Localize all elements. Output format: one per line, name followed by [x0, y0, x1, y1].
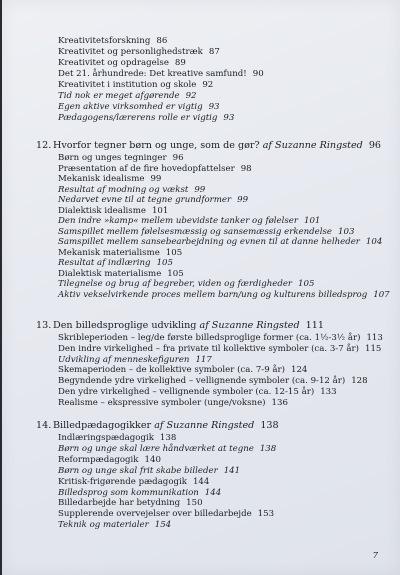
toc-entry-page: 93 [223, 113, 235, 123]
section-author: af Suzanne Ringsted [262, 140, 363, 151]
toc-entry-page: 87 [208, 47, 220, 57]
toc-entry-page: 141 [223, 465, 241, 476]
toc-entry-page: 92 [202, 80, 214, 90]
toc-entry-title: Mekanisk materialisme [58, 247, 160, 258]
toc-entry-page: 101 [303, 216, 321, 226]
toc-entry-title: Realisme – ekspressive symboler (unge/voksne) [58, 397, 266, 408]
section-page: 111 [305, 320, 324, 331]
toc-entry [58, 269, 184, 279]
toc-entry-page: 105 [156, 258, 173, 268]
toc-entry-page: 117 [195, 354, 212, 365]
section-heading [53, 420, 279, 432]
toc-entry-page: 113 [366, 333, 383, 343]
toc-entry-title: Kreativitet og personlighedstræk [58, 47, 203, 57]
toc-entry-page: 140 [144, 454, 161, 465]
toc-entry [58, 216, 320, 226]
toc-entry [58, 444, 276, 454]
toc-entry [58, 206, 168, 216]
section-heading [53, 140, 381, 152]
toc-entry-page: 99 [150, 174, 162, 184]
toc-entry-title: Nedarvet evne til at tegne grundformer [58, 195, 232, 205]
toc-entry-title: Børn og unges tegninger [58, 153, 167, 163]
toc-entry-page: 98 [240, 163, 252, 174]
toc-entry-page: 105 [165, 247, 183, 258]
toc-entry [58, 279, 314, 289]
toc-entry-title: Begyndende ydre virkelighed – vellignende symboler (ca. 9-12 år) [58, 376, 346, 387]
toc-entry-page: 136 [271, 397, 288, 408]
toc-entry [58, 102, 220, 112]
toc-entry-page: 115 [365, 343, 382, 354]
toc-entry-title: Børn og unge skal frit skabe billeder [58, 465, 218, 476]
toc-entry-title: Tilegnelse og brug af begreber, viden og færdigheder [58, 279, 293, 289]
toc-entry-page: 105 [167, 268, 184, 279]
book-page [2, 0, 400, 575]
toc-entry-page: 105 [298, 279, 315, 289]
toc-entry-title: Skribleperioden – leg/de første billedsproglige former (ca. 1½-3½ år) [58, 333, 361, 343]
toc-entry [58, 509, 274, 519]
toc-entry-title: Dialektisk idealisme [58, 205, 146, 216]
toc-entry-page: 150 [186, 498, 203, 509]
page-number: 7 [372, 551, 378, 561]
toc-entry-title: Resultat af modning og vækst [58, 184, 189, 195]
toc-entry [58, 69, 264, 79]
section-number: 12. [36, 140, 52, 151]
toc-entry-title: Skemaperioden – de kollektive symboler (ca. 7-9 år) [58, 365, 285, 376]
toc-entry-page: 89 [174, 58, 186, 68]
toc-entry-title: Mekanisk idealisme [58, 174, 145, 184]
toc-entry-page: 138 [259, 443, 277, 454]
toc-entry [58, 333, 383, 343]
toc-entry [58, 195, 248, 205]
toc-entry-title: Resultat af indlæring [58, 258, 151, 268]
toc-entry [58, 80, 213, 90]
toc-entry-page: 99 [194, 184, 206, 195]
toc-entry-title: Egen aktive virksomhed er vigtig [58, 102, 203, 112]
toc-entry-title: Samspillet mellem sansebearbejdning og evnen til at danne helheder [58, 237, 360, 247]
toc-entry [58, 466, 240, 476]
section-number: 14. [36, 420, 52, 431]
section-author: af Suzanne Ringsted [154, 420, 255, 431]
toc-entry-title: Præsentation af de fire hovedopfattelser [58, 163, 235, 174]
toc-entry-title: Supplerende overvejelser over billedarbejde [58, 509, 252, 520]
toc-entry [58, 520, 171, 530]
toc-entry [58, 344, 381, 354]
toc-entry-page: 93 [208, 102, 220, 112]
toc-entry-title: Billedarbejde har betydning [58, 498, 181, 509]
toc-entry [58, 153, 184, 163]
toc-entry-title: Reformpædagogik [58, 454, 139, 465]
toc-entry [58, 355, 212, 365]
toc-entry-page: 86 [156, 36, 168, 46]
toc-entry-title: Pædagogens/lærerens rolle er vigtig [58, 113, 218, 123]
toc-entry-title: Samspillet mellem følelsesmæssig og sansemæssig erkendelse [58, 226, 333, 237]
toc-entry-page: 90 [252, 69, 264, 79]
toc-entry-title: Teknik og materialer [58, 520, 149, 531]
toc-entry-page: 144 [204, 487, 222, 498]
toc-entry-title: Aktiv vekselvirkende proces mellem barn/ung og kulturens billedsprog [58, 289, 368, 300]
toc-entry-page: 103 [338, 226, 355, 237]
toc-entry [58, 498, 203, 508]
toc-entry [58, 174, 161, 184]
toc-entry-page: 92 [185, 91, 197, 101]
toc-entry [58, 58, 186, 68]
toc-entry-page: 138 [159, 433, 177, 443]
toc-entry [58, 227, 354, 237]
toc-entry [58, 36, 167, 46]
toc-entry-title: Dialektisk materialisme [58, 268, 162, 279]
toc-entry [58, 387, 337, 397]
section-page: 138 [260, 420, 279, 431]
toc-entry [58, 237, 382, 247]
section-author: af Suzanne Ringsted [199, 320, 300, 331]
toc-entry [58, 477, 209, 487]
toc-entry [58, 113, 234, 123]
toc-entry [58, 398, 288, 408]
toc-entry [58, 455, 161, 465]
toc-entry-title: Tid nok er meget afgørende [58, 91, 180, 101]
toc-entry-page: 153 [257, 509, 275, 520]
toc-entry [58, 258, 173, 268]
section-title: Den billedsproglige udvikling [53, 320, 197, 331]
toc-entry-page: 154 [154, 520, 172, 531]
toc-entry [58, 248, 182, 258]
toc-entry [58, 290, 390, 300]
toc-entry [58, 433, 176, 443]
toc-entry-title: Kreativitet og opdragelse [58, 58, 169, 68]
toc-entry-page: 133 [320, 387, 337, 397]
section-heading [53, 320, 324, 332]
toc-entry [58, 488, 221, 498]
toc-entry-title: Kreativitet i institution og skole [58, 80, 197, 90]
toc-entry-title: Kreativitetsforskning [58, 36, 151, 46]
toc-entry [58, 91, 197, 101]
toc-entry [58, 185, 205, 195]
toc-entry-page: 128 [351, 376, 368, 387]
section-title: Hvorfor tegner børn og unge, som de gør? [53, 140, 260, 151]
toc-entry-title: Børn og unge skal lære håndværket at tegne [58, 443, 254, 454]
section-title: Billedpædagogikker [53, 420, 152, 431]
toc-entry-page: 99 [237, 195, 249, 205]
toc-entry-page: 124 [291, 365, 308, 376]
section-number: 13. [36, 320, 52, 331]
toc-entry [58, 47, 220, 57]
toc-entry-title: Kritisk-frigørende pædagogik [58, 476, 187, 487]
toc-entry-page: 104 [365, 237, 383, 247]
toc-entry-title: Udvikling af menneskefiguren [58, 354, 190, 365]
toc-entry-title: Det 21. århundrede: Det kreative samfund! [58, 69, 247, 79]
toc-entry [58, 164, 252, 174]
section-page: 96 [368, 140, 382, 151]
toc-entry [58, 365, 307, 375]
toc-entry-title: Den ydre virkelighed – vellignende symboler (ca. 12-15 år) [58, 387, 315, 397]
toc-entry-title: Indlæringspædagogik [58, 433, 154, 443]
toc-entry-page: 101 [151, 205, 169, 216]
toc-entry-page: 96 [172, 153, 184, 163]
toc-entry-title: Den indre »kamp« mellem ubevidste tanker og følelser [58, 216, 298, 226]
toc-entry [58, 376, 368, 386]
toc-entry-title: Billedsprog som kommunikation [58, 487, 199, 498]
toc-entry-title: Den indre virkelighed – fra private til kollektive symboler (ca. 3-7 år) [58, 343, 359, 354]
toc-entry-page: 107 [373, 289, 390, 300]
toc-entry-page: 144 [192, 476, 210, 487]
